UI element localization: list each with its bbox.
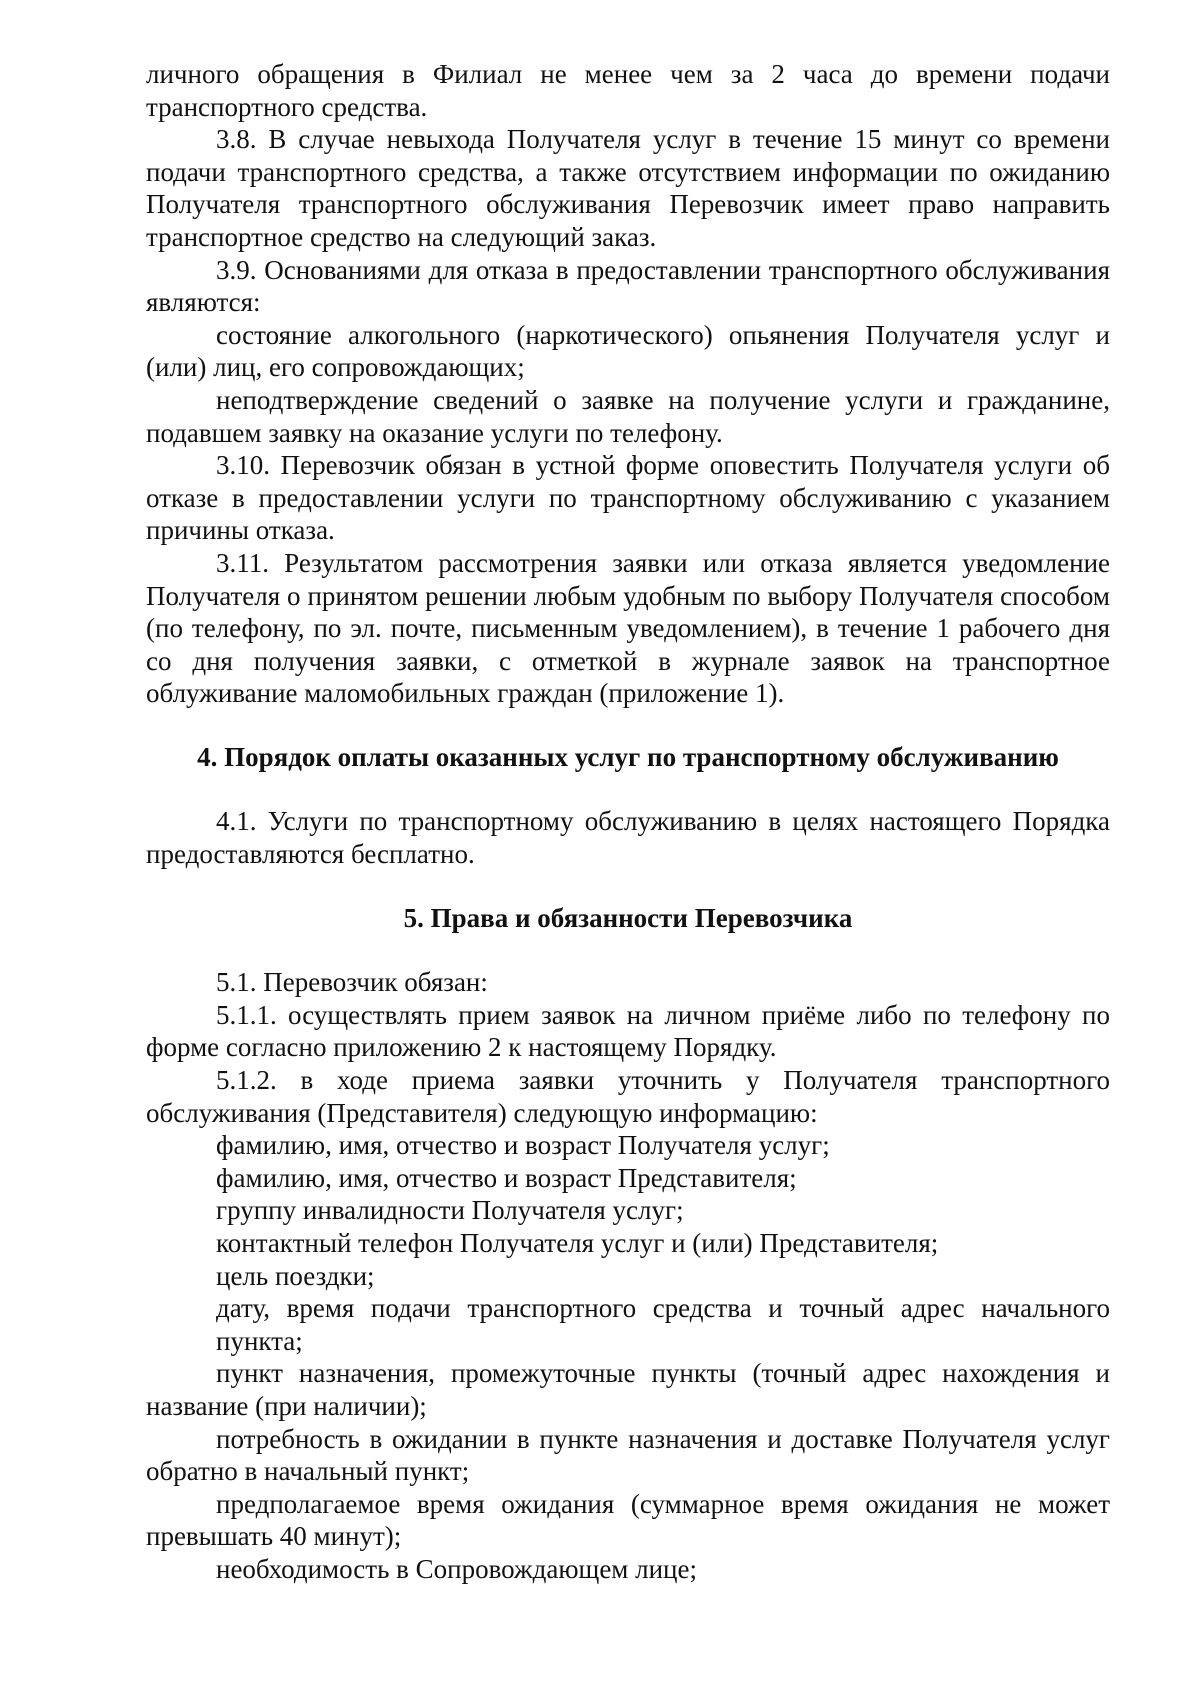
info-item-waiting-need: потребность в ожидании в пункте назначения и доставке Получателя услуг обратно в начальный пункт; (146, 1423, 1110, 1487)
paragraph-5-1-2: 5.1.2. в ходе приема заявки уточнить у Получателя транспортного обслуживания (Представителя) следующую информацию: (146, 1065, 1110, 1128)
paragraph-4-1: 4.1. Услуги по транспортному обслуживанию в целях настоящего Порядка предоставляются бесплатно. (146, 806, 1110, 870)
paragraph-5-1-1: 5.1.1. осуществлять прием заявок на личном приёме либо по телефону по форме согласно приложению 2 к настоящему Порядку. (146, 999, 1110, 1063)
paragraph-continuation: личного обращения в Филиал не менее чем за 2 часа до времени подачи транспортного средства. (146, 59, 1110, 122)
info-item-disability-group: группу инвалидности Получателя услуг; (216, 1195, 684, 1226)
paragraph-3-9-item-2: неподтверждение сведений о заявке на получение услуги и гражданине, подавшем заявку на оказание услуги по телефону. (146, 384, 1110, 448)
info-item-destination: пункт назначения, промежуточные пункты (точный адрес нахождения и название (при наличии); (146, 1358, 1110, 1421)
paragraph-3-9-item-1: состояние алкогольного (наркотического) опьянения Получателя услуг и (или) лиц, его сопровождающих; (146, 319, 1110, 383)
paragraph-3-8: 3.8. В случае невыхода Получателя услуг в течение 15 минут со времени подачи транспортного средства, а также отсутствием информации по ожиданию Получателя транспортного обслуживания Перевозчик имеет право направить транспортное средство на следующий заказ. (146, 124, 1110, 252)
paragraph-5-1: 5.1. Перевозчик обязан: (216, 967, 488, 998)
info-item-pickup-time-address: дату, время подачи транспортного средства и точный адрес начального пункта; (216, 1293, 1110, 1356)
section-4-heading: 4. Порядок оплаты оказанных услуг по транспортному обслуживанию (197, 741, 1059, 772)
paragraph-3-9: 3.9. Основаниями для отказа в предоставлении транспортного обслуживания являются: (146, 254, 1110, 318)
section-5-heading: 5. Права и обязанности Перевозчика (403, 902, 853, 933)
info-item-recipient-name: фамилию, имя, отчество и возраст Получателя услуг; (216, 1130, 830, 1161)
paragraph-3-10: 3.10. Перевозчик обязан в устной форме оповестить Получателя услуги об отказе в предоставлении услуги по транспортному обслуживанию с указанием причины отказа. (146, 450, 1110, 546)
info-item-waiting-time: предполагаемое время ожидания (суммарное время ожидания не может превышать 40 минут); (146, 1488, 1110, 1552)
paragraph-3-11: 3.11. Результатом рассмотрения заявки или отказа является уведомление Получателя о принятом решении любым удобным по выбору Получателя способом (по телефону, по эл. почте, письменным уведомлением), в течение 1 рабочего дня со дня получения заявки, с отметкой в журнале заявок на транспортное облуживание маломобильных граждан (приложение 1). (146, 547, 1110, 709)
info-item-trip-purpose: цель поездки; (216, 1260, 375, 1291)
info-item-representative-name: фамилию, имя, отчество и возраст Представителя; (216, 1162, 797, 1193)
document-page (146, 58, 1110, 1586)
info-item-escort-need: необходимость в Сопровождающем лице; (216, 1553, 697, 1584)
info-item-contact-phone: контактный телефон Получателя услуг и (или) Представителя; (216, 1228, 939, 1258)
